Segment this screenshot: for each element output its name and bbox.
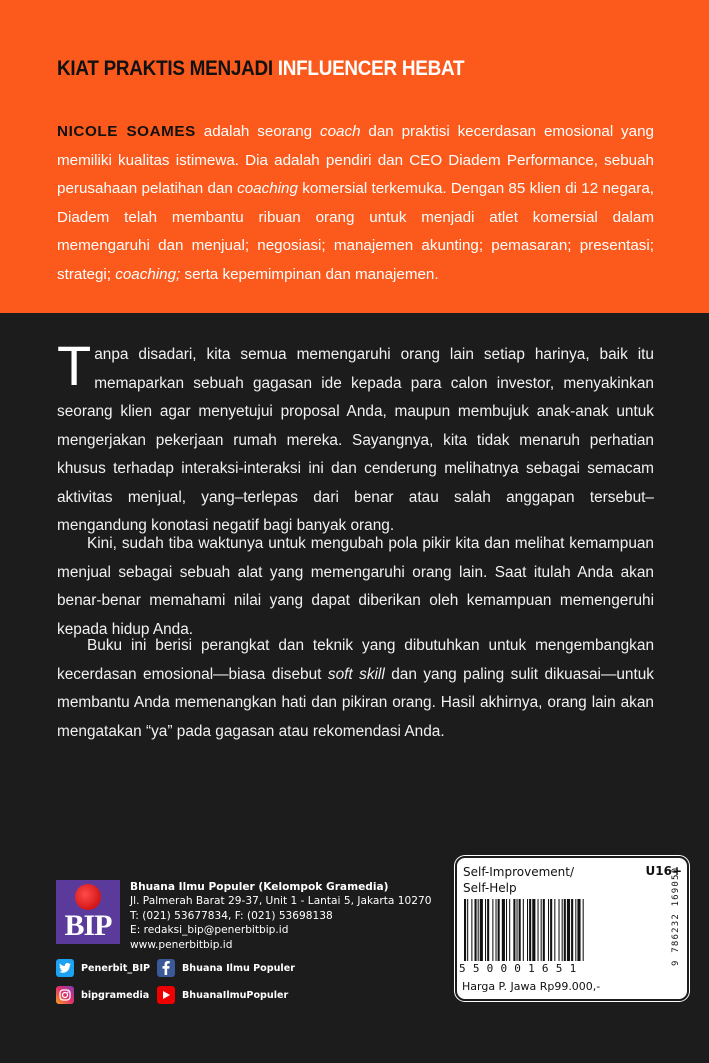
barcode-bar [492, 899, 493, 961]
barcode-bar [577, 899, 580, 961]
barcode-bar [517, 899, 518, 961]
barcode-bar [562, 899, 563, 961]
barcode-bar [567, 899, 570, 961]
barcode-box [455, 856, 689, 1001]
instagram-icon [56, 986, 74, 1004]
bio-italic: coaching; [115, 265, 181, 283]
synopsis-paragraph-3 [57, 632, 654, 746]
title-prefix: KIAT PRAKTIS MENJADI [57, 57, 278, 80]
paragraph-text: anpa disadari, kita semua memengaruhi orang lain setiap harinya, baik itu memaparkan sebuah gagasan ide kepada para calon investor, menyakinkan seorang klien agar menyetujui proposal Anda, maupun membujuk anak-anak untuk mengerjakan pekerjaan rumah mereka. Sayangnya, kita tidak menaruh perhatian khusus terhadap interaksi-interaksi ini dan cenderung melihatnya sebagai semacam aktivitas menjual, yang–terlepas dari benar atau salah anggapan tersebut–mengandung konotasi negatif bagi banyak orang. [57, 346, 654, 534]
book-price: Harga P. Jawa Rp99.000,- [462, 980, 601, 993]
author-bio [57, 118, 654, 289]
category-line-2: Self-Help [463, 881, 517, 895]
publisher-website[interactable]: www.penerbitbip.id [130, 938, 233, 951]
category-line-1: Self-Improvement/ [463, 865, 574, 879]
barcode-bar [478, 899, 479, 961]
barcode-bar [575, 899, 576, 961]
social-facebook[interactable] [157, 959, 295, 977]
bio-text: serta kepemimpinan dan manajemen. [180, 265, 439, 283]
title-highlight: INFLUENCER HEBAT [277, 57, 465, 80]
barcode-bar [550, 899, 552, 961]
facebook-icon [157, 959, 175, 977]
barcode-bar [498, 899, 500, 961]
logo-dot-icon [75, 884, 101, 910]
cover-title [57, 57, 464, 81]
bio-text: dan praktisi kecerdasan emosional yang memiliki kualitas istimewa. Dia adalah pendiri dan CEO Diadem Performance, sebuah perusahaan pelatihan dan [57, 123, 654, 197]
barcode-bar [564, 899, 566, 961]
barcode-bar [502, 899, 505, 961]
barcode-bar [506, 899, 507, 961]
barcode-bar [529, 899, 531, 961]
barcode-bar [527, 899, 528, 961]
drop-cap: T [57, 334, 92, 397]
barcode-bar [559, 899, 560, 961]
barcode-icon [464, 899, 660, 961]
bio-text: adalah seorang [195, 123, 320, 140]
twitter-handle: Penerbit_BIP [81, 962, 151, 974]
isbn-number: 9 786232 169050 [671, 866, 681, 966]
publisher-name: Bhuana Ilmu Populer (Kelompok Gramedia) [130, 881, 389, 893]
book-category [463, 864, 574, 896]
barcode-bar [541, 899, 542, 961]
barcode-bar [523, 899, 524, 961]
synopsis-paragraph-1 [57, 334, 654, 541]
barcode-bar [485, 899, 486, 961]
synopsis-paragraph-2 [57, 530, 654, 644]
paragraph-italic: soft skill [327, 665, 385, 683]
social-twitter[interactable] [56, 959, 150, 977]
bio-italic: coach [319, 123, 361, 140]
age-rating: U16+ [645, 864, 682, 878]
instagram-handle: bipgramedia [81, 989, 150, 1001]
barcode-bar [471, 899, 472, 961]
paragraph-text: dan yang paling sulit dikuasai—untuk membantu Anda memenangkan hati dan pikiran orang. Hasil akhirnya, orang lain akan mengatakan “ya” pada gagasan atau rekomendasi Anda. [57, 665, 655, 740]
bio-text: komersial terkemuka. Dengan 85 klien di 12 negara, Diadem telah membantu ribuan orang untuk menjadi atlet komersial dalam memengaruhi dan menjual; negosiasi; manajemen akunting; pemasaran; presentasi; strategi; [57, 180, 654, 283]
barcode-number: 550001651 [459, 962, 584, 975]
twitter-icon [56, 959, 74, 977]
bio-italic: coaching [237, 180, 298, 197]
social-instagram[interactable] [56, 986, 149, 1004]
barcode-bar [464, 899, 466, 961]
author-section [0, 0, 709, 313]
paragraph-text: Kini, sudah tiba waktunya untuk mengubah pola pikir kita dan melihat kemampuan menjual sebagai sebuah alat yang memengaruhi orang lain. Saat itulah Anda akan benar-benar memahami nilai yang dapat diberikan oleh kemampuan memengeruhi kepada hidup Anda. [57, 535, 654, 638]
barcode-bar [538, 899, 539, 961]
barcode-bar [467, 899, 468, 961]
barcode-bar [532, 899, 535, 961]
publisher-email[interactable]: E: redaksi_bip@penerbitbip.id [130, 924, 289, 937]
barcode-bar [480, 899, 483, 961]
barcode-bar [509, 899, 510, 961]
barcode-bar [583, 899, 584, 961]
youtube-handle: BhuanaIlmuPopuler [182, 989, 289, 1001]
barcode-bar [548, 899, 549, 961]
publisher-address: Jl. Palmerah Barat 29-37, Unit 1 - Lantai 5, Jakarta 10270 [130, 895, 432, 908]
logo-text: BIP [64, 909, 112, 942]
barcode-bar [519, 899, 521, 961]
publisher-logo [56, 880, 120, 944]
paragraph-text: Buku ini berisi perangkat dan teknik yang dibutuhkan untuk mengembangkan kecerdasan emosional—biasa disebut [57, 637, 654, 683]
barcode-bar [513, 899, 515, 961]
facebook-handle: Bhuana Ilmu Populer [182, 962, 295, 974]
barcode-bar [554, 899, 555, 961]
barcode-bar [475, 899, 477, 961]
publisher-info [130, 880, 431, 952]
social-youtube[interactable] [157, 986, 288, 1004]
barcode-bar [543, 899, 545, 961]
youtube-icon [157, 986, 175, 1004]
author-name: NICOLE SOAMES [57, 123, 196, 140]
barcode-bar [571, 899, 573, 961]
publisher-phone: T: (021) 53677834, F: (021) 53698138 [130, 909, 333, 922]
barcode-bar [487, 899, 489, 961]
barcode-bar [496, 899, 497, 961]
